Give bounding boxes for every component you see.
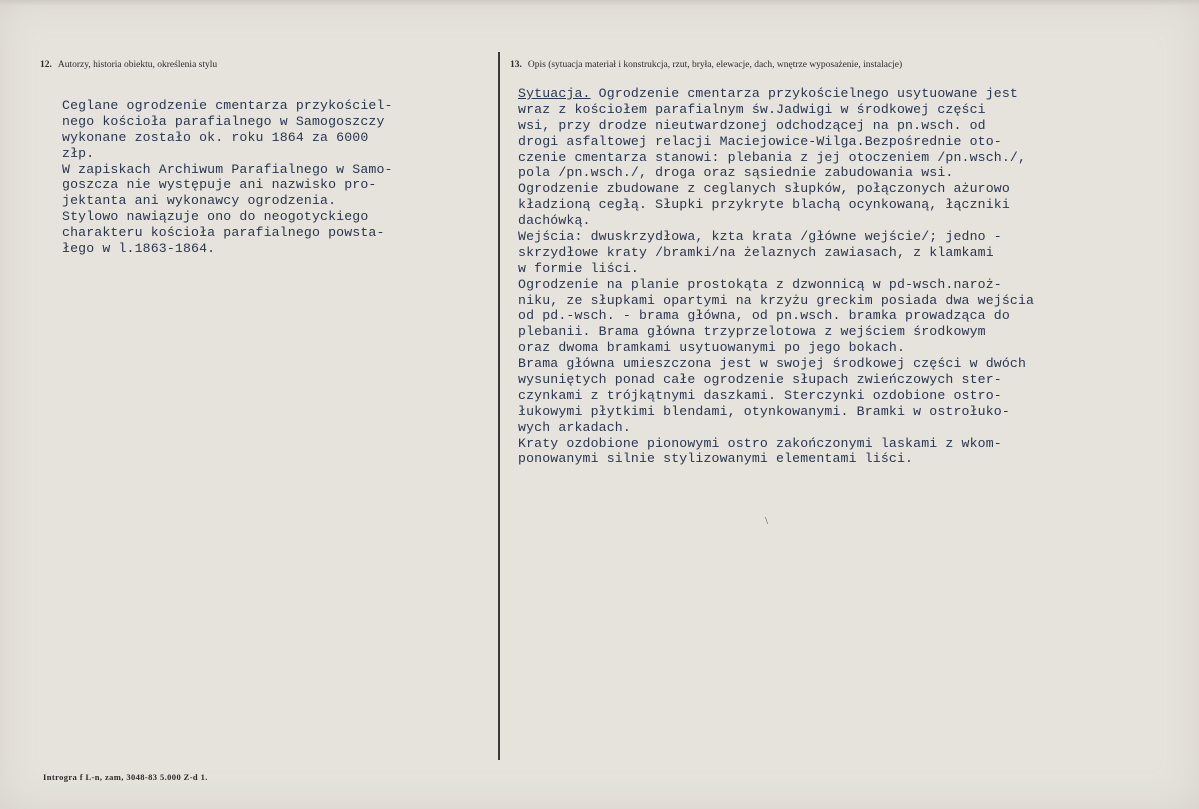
right-section-number: 13. <box>510 60 522 70</box>
stray-mark: \ <box>765 515 769 527</box>
text-line: skrzydłowe kraty /bramki/na żelaznych zawiasach, z klamkami <box>518 244 994 260</box>
text-line: łukowymi płytkimi blendami, otynkowanymi. Bramki w ostrołuko- <box>518 403 1010 419</box>
text-line: Wejścia: dwuskrzydłowa, kzta krata /główne wejście/; jedno - <box>518 229 1002 245</box>
text-line: Kraty ozdobione pionowymi ostro zakończonymi laskami z wkom- <box>518 435 1002 451</box>
text-line: od pd.-wsch. - brama główna, od pn.wsch. bramka prowadząca do <box>518 308 1010 324</box>
text-line: jektanta ani wykonawcy ogrodzenia. <box>62 193 337 209</box>
text-line: czenie cmentarza stanowi: plebania z jej otoczeniem /pn.wsch./, <box>518 149 1027 165</box>
text-line: wraz z kościołem parafialnym św.Jadwigi w środkowej części <box>518 101 986 117</box>
first-line-rest: Ogrodzenie cmentarza przykościelnego usytuowane jest <box>590 86 1018 101</box>
text-line: charakteru kościoła parafialnego powsta- <box>62 225 385 241</box>
text-line: Stylowo nawiązuje ono do neogotyckiego <box>62 209 369 225</box>
text-line: Ogrodzenie zbudowane z ceglanych słupków, połączonych ażurowo <box>518 181 1010 197</box>
text-line: niku, ze słupkami opartymi na krzyżu greckim posiada dwa wejścia <box>518 292 1035 308</box>
text-line-first <box>518 86 1034 102</box>
right-typed-text <box>518 86 1034 467</box>
text-line: kładzioną cegłą. Słupki przykryte blachą ocynkowaną, łączniki <box>518 197 1010 213</box>
left-typed-text <box>62 98 393 257</box>
text-line: wsi, przy drodze nieutwardzonej odchodzącej na pn.wsch. od <box>518 117 986 133</box>
left-section-title: Autorzy, historia obiektu, określenia stylu <box>57 60 218 70</box>
text-line: ponowanymi silnie stylizowanymi elementami liści. <box>518 451 914 467</box>
right-section-title: Opis (sytuacja materiał i konstrukcja, rzut, bryła, elewacje, dach, wnętrze wyposażenie, instalacje) <box>527 60 903 70</box>
situation-label: Sytuacja. <box>518 86 591 101</box>
text-line: Brama główna umieszczona jest w swojej środkowej części w dwóch <box>518 356 1027 372</box>
text-line: pola /pn.wsch./, droga oraz sąsiednie zabudowania wsi. <box>518 165 954 181</box>
text-line: Ceglane ogrodzenie cmentarza przykościel- <box>62 98 393 113</box>
text-line: łego w l.1863-1864. <box>62 241 216 257</box>
column-divider <box>498 52 500 760</box>
right-section-heading <box>510 60 902 70</box>
printer-imprint: Introgra f L-n, zam, 3048-83 5.000 Z-d 1. <box>43 772 208 782</box>
text-line: goszcza nie występuje ani nazwisko pro- <box>62 177 377 193</box>
text-line: plebanii. Brama główna trzyprzelotowa z wejściem środkowym <box>518 324 986 340</box>
text-line: nego kościoła parafialnego w Samogoszczy <box>62 113 385 129</box>
text-line: drogi asfaltowej relacji Maciejowice-Wilga.Bezpośrednie oto- <box>518 133 1002 149</box>
left-section-heading <box>40 60 217 70</box>
text-line: dachówką. <box>518 213 591 229</box>
text-line: czynkami z trójkątnymi daszkami. Sterczynki ozdobione ostro- <box>518 387 1002 403</box>
text-line: wysuniętych ponad całe ogrodzenie słupach zwieńczowych ster- <box>518 372 1002 388</box>
text-line: wykonane zostało ok. roku 1864 za 6000 <box>62 129 369 145</box>
text-line: oraz dwoma bramkami usytuowanymi po jego bokach. <box>518 340 906 356</box>
text-line: złp. <box>62 145 95 161</box>
text-line: w formie liści. <box>518 260 639 276</box>
text-line: W zapiskach Archiwum Parafialnego w Samo- <box>62 161 393 177</box>
text-line: Ogrodzenie na planie prostokąta z dzwonnicą w pd-wsch.naroż- <box>518 276 1002 292</box>
page-edge <box>0 0 1199 6</box>
left-section-number: 12. <box>40 60 52 70</box>
text-line: wych arkadach. <box>518 419 631 435</box>
